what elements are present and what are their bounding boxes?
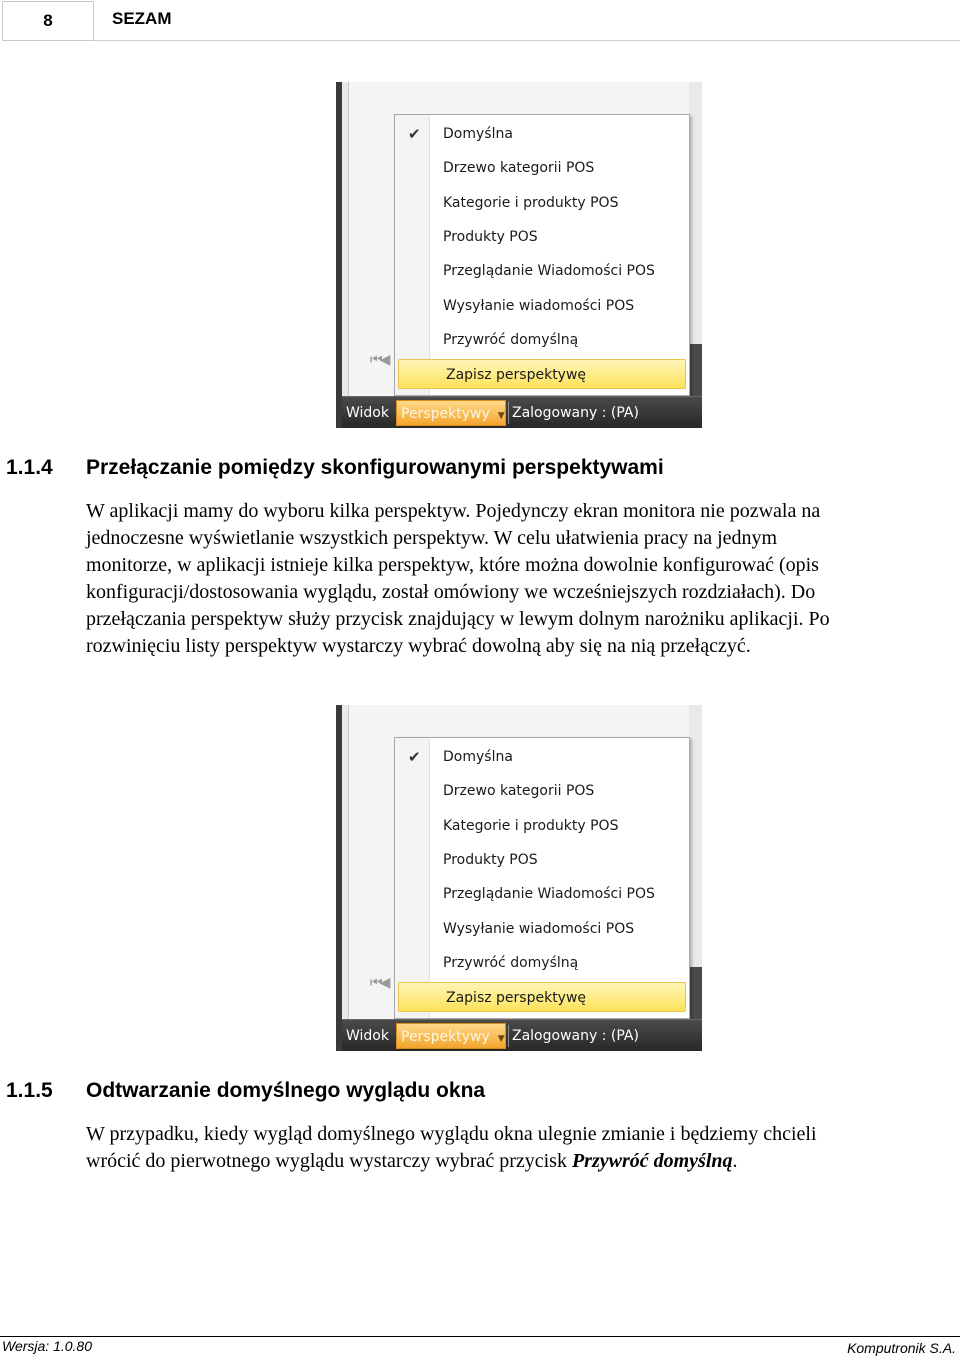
first-prev-arrows-icon[interactable]: ⏮◀ <box>370 975 388 991</box>
menu-item[interactable]: Domyślna <box>443 126 513 142</box>
status-separator <box>508 402 509 424</box>
perspective-menu-screenshot-2 <box>336 705 702 1051</box>
section-paragraph-1-1-4 <box>86 498 946 660</box>
chevron-down-icon: ▼ <box>497 411 505 421</box>
section-number: 1.1.4 <box>6 456 53 479</box>
section-title: Przełączanie pomiędzy skonfigurowanymi perspektywami <box>86 456 664 479</box>
menu-item[interactable]: Drzewo kategorii POS <box>443 160 595 176</box>
perspectives-label: Perspektywy <box>401 1029 490 1045</box>
menu-item[interactable]: Kategorie i produkty POS <box>443 818 619 834</box>
paragraph-line: monitorze, w aplikacji istnieje kilka perspektyw, które można dowolnie konfigurować (opis <box>86 554 819 576</box>
paragraph-line: konfiguracji/dostosowania wyglądu, został omówiony we wcześniejszych rozdziałach). Do <box>86 581 816 603</box>
perspective-dropdown-menu <box>394 114 690 396</box>
perspective-menu-screenshot-1 <box>336 82 702 428</box>
paragraph-line: W aplikacji mamy do wyboru kilka perspektyw. Pojedynczy ekran monitora nie pozwala na <box>86 500 821 522</box>
document-title: SEZAM <box>112 9 172 28</box>
status-separator <box>508 1025 509 1047</box>
menu-item[interactable]: Kategorie i produkty POS <box>443 195 619 211</box>
paragraph-text: wrócić do pierwotnego wyglądu wystarczy wybrać przycisk <box>86 1150 572 1172</box>
chevron-down-icon: ▼ <box>497 1034 505 1044</box>
paragraph-end: . <box>732 1150 738 1172</box>
menu-item[interactable]: Zapisz perspektywę <box>398 359 686 389</box>
first-prev-arrows-icon[interactable]: ⏮◀ <box>370 352 388 368</box>
menu-item[interactable]: Produkty POS <box>443 229 538 245</box>
header-divider <box>94 40 960 41</box>
view-menu-button[interactable]: Widok <box>346 1028 389 1044</box>
checkmark-icon: ✔ <box>408 125 421 143</box>
section-title: Odtwarzanie domyślnego wyglądu okna <box>86 1079 486 1102</box>
checkmark-icon: ✔ <box>408 748 421 766</box>
menu-item[interactable]: Przywróć domyślną <box>443 955 579 971</box>
paragraph-line: przełączania perspektyw służy przycisk znajdujący w lewym dolnym narożniku aplikacji. Po <box>86 608 830 630</box>
menu-item[interactable]: Wysyłanie wiadomości POS <box>443 921 635 937</box>
menu-item[interactable]: Przywróć domyślną <box>443 332 579 348</box>
menu-item[interactable]: Zapisz perspektywę <box>398 982 686 1012</box>
footer-divider <box>0 1336 960 1337</box>
paragraph-line <box>86 1148 946 1175</box>
panel-edge <box>688 344 702 396</box>
menu-item[interactable]: Produkty POS <box>443 852 538 868</box>
footer-company: Komputronik S.A. <box>847 1340 956 1356</box>
perspectives-label: Perspektywy <box>401 406 490 422</box>
menu-item[interactable]: Wysyłanie wiadomości POS <box>443 298 635 314</box>
paragraph-line: rozwinięciu listy perspektyw wystarczy wybrać dowolną aby się na nią przełączyć. <box>86 635 751 657</box>
menu-item[interactable]: Drzewo kategorii POS <box>443 783 595 799</box>
logged-user-status: Zalogowany : (PA) <box>512 1028 639 1044</box>
section-paragraph-1-1-5 <box>86 1121 946 1175</box>
logged-user-status: Zalogowany : (PA) <box>512 405 639 421</box>
view-menu-button[interactable]: Widok <box>346 405 389 421</box>
paragraph-line: W przypadku, kiedy wygląd domyślnego wyglądu okna ulegnie zmianie i będziemy chcieli <box>86 1123 817 1145</box>
perspectives-dropdown-button[interactable] <box>396 400 506 426</box>
paragraph-line: jednoczesne wyświetlanie wszystkich perspektyw. W celu ułatwienia pracy na jednym <box>86 527 778 549</box>
page-number: 8 <box>2 1 94 41</box>
menu-item[interactable]: Przeglądanie Wiadomości POS <box>443 263 655 279</box>
menu-item[interactable]: Przeglądanie Wiadomości POS <box>443 886 655 902</box>
footer-version: Wersja: 1.0.80 <box>2 1338 93 1354</box>
restore-default-reference: Przywróć domyślną <box>571 1150 733 1172</box>
panel-edge <box>688 967 702 1019</box>
perspectives-dropdown-button[interactable] <box>396 1023 506 1049</box>
section-number: 1.1.5 <box>6 1079 53 1102</box>
section-heading-1-1-4 <box>6 456 664 480</box>
menu-item[interactable]: Domyślna <box>443 749 513 765</box>
menu-icon-gutter <box>395 738 430 1018</box>
perspective-dropdown-menu <box>394 737 690 1019</box>
menu-icon-gutter <box>395 115 430 395</box>
section-heading-1-1-5 <box>6 1079 485 1103</box>
